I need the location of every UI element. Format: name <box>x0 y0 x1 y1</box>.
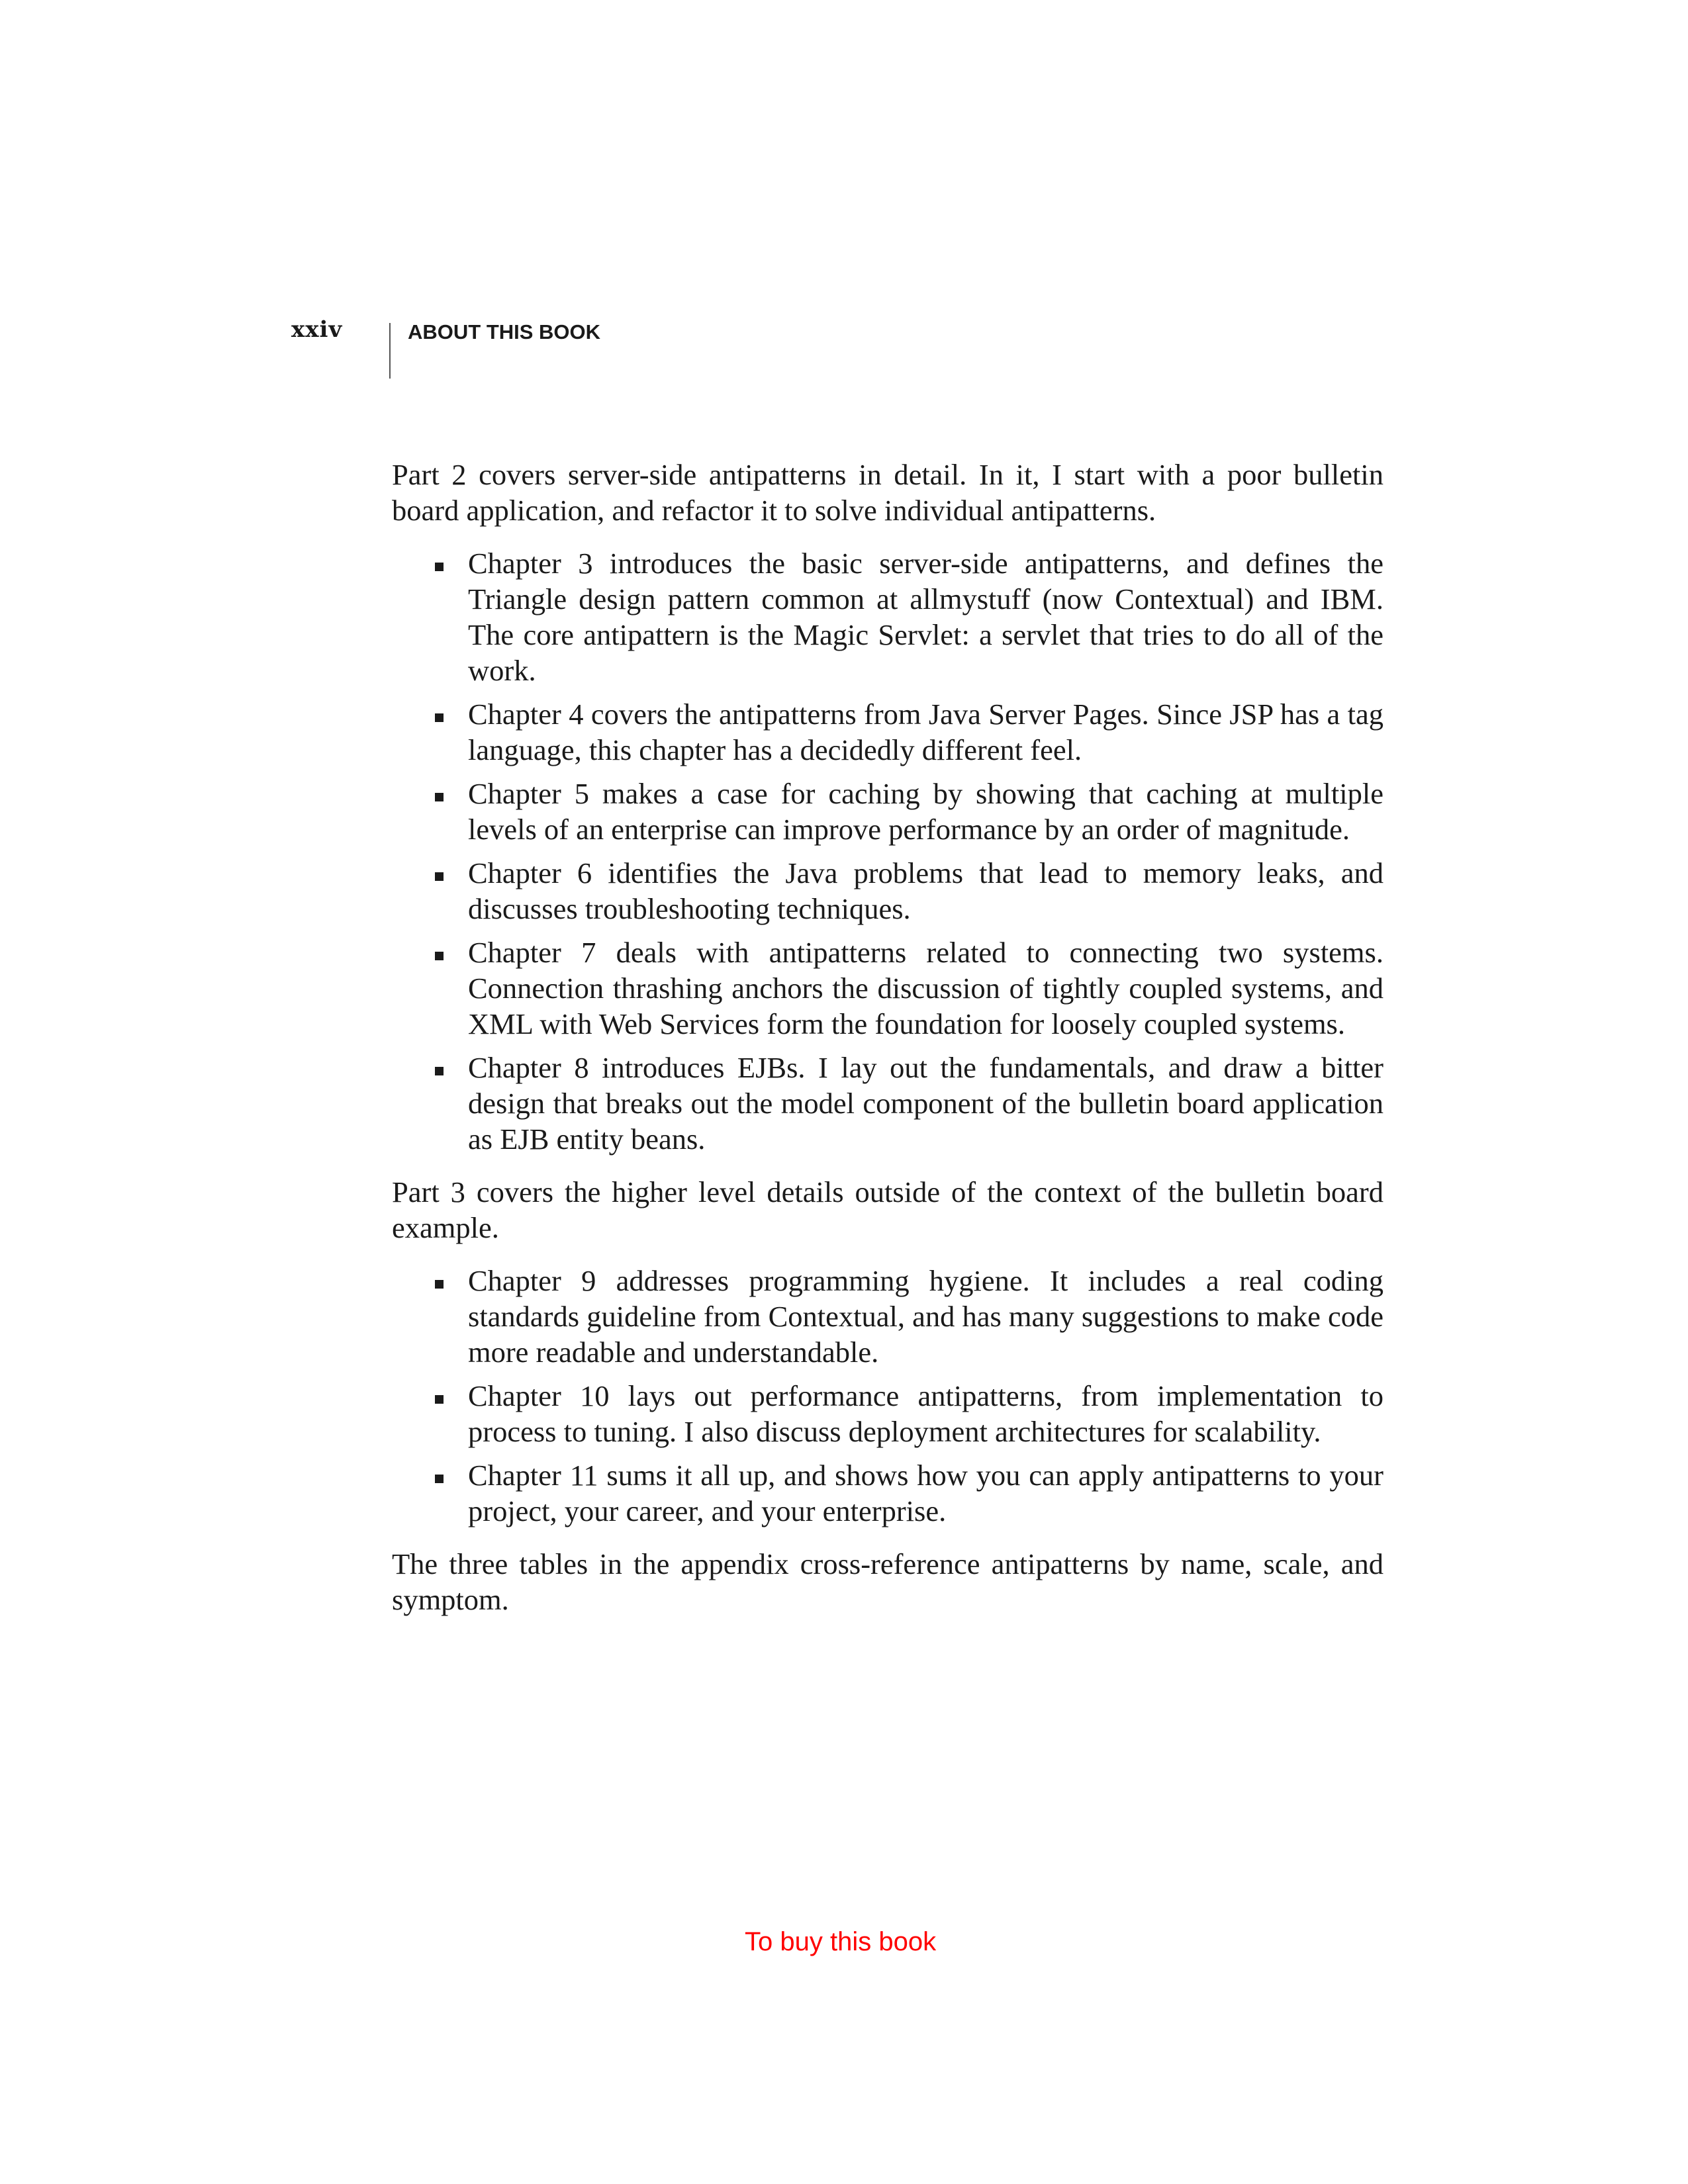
list-item <box>392 1263 1383 1370</box>
square-bullet-icon <box>435 713 444 722</box>
page-body <box>392 457 1383 1617</box>
list-item-text: Chapter 11 sums it all up, and shows how you can apply antipatterns to your project, your career, and your enterprise. <box>468 1459 1383 1527</box>
list-item-text: Chapter 9 addresses programming hygiene. It includes a real coding standards guideline from Contextual, and has many suggestions to make code more readable and understandable. <box>468 1264 1383 1369</box>
list-item-text: Chapter 8 introduces EJBs. I lay out the fundamentals, and draw a bitter design that breaks out the model component of the bulletin board application as EJB entity beans. <box>468 1051 1383 1156</box>
list-item <box>392 1378 1383 1449</box>
square-bullet-icon <box>435 952 444 960</box>
buy-book-link[interactable]: To buy this book <box>745 1927 937 1956</box>
part-3-chapter-list <box>392 1263 1383 1529</box>
square-bullet-icon <box>435 1395 444 1404</box>
list-item <box>392 545 1383 688</box>
square-bullet-icon <box>435 1067 444 1075</box>
part-2-chapter-list <box>392 545 1383 1157</box>
page-number: xxiv <box>291 316 343 343</box>
square-bullet-icon <box>435 563 444 571</box>
square-bullet-icon <box>435 872 444 881</box>
header-divider <box>389 323 391 379</box>
part-3-intro: Part 3 covers the higher level details outside of the context of the bulletin board example. <box>392 1175 1383 1244</box>
list-item-text: Chapter 4 covers the antipatterns from Java Server Pages. Since JSP has a tag language, this chapter has a decidedly different feel. <box>468 698 1383 766</box>
square-bullet-icon <box>435 1475 444 1483</box>
list-item-text: Chapter 3 introduces the basic server-side antipatterns, and defines the Triangle design pattern common at allmystuff (now Contextual) and IBM. The core antipattern is the Magic Servlet: a servlet that tries to do all of the work. <box>468 547 1383 687</box>
square-bullet-icon <box>435 1280 444 1289</box>
list-item-text: Chapter 10 lays out performance antipatterns, from implementation to process to tuning. I also discuss deployment architectures for scalability. <box>468 1379 1383 1448</box>
part-2-intro: Part 2 covers server-side antipatterns in detail. In it, I start with a poor bulletin board application, and refactor it to solve individual antipatterns. <box>392 458 1383 527</box>
running-head: ABOUT THIS BOOK <box>408 320 601 343</box>
list-item <box>392 855 1383 927</box>
list-item <box>392 934 1383 1042</box>
square-bullet-icon <box>435 793 444 801</box>
list-item <box>392 1457 1383 1529</box>
list-item <box>392 1050 1383 1157</box>
list-item-text: Chapter 5 makes a case for caching by showing that caching at multiple levels of an enterprise can improve performance by an order of magnitude. <box>468 777 1383 846</box>
list-item-text: Chapter 6 identifies the Java problems that lead to memory leaks, and discusses troubleshooting techniques. <box>468 856 1383 925</box>
list-item-text: Chapter 7 deals with antipatterns related to connecting two systems. Connection thrashing anchors the discussion of tightly coupled systems, and XML with Web Services form the foundation for loosely coupled systems. <box>468 936 1383 1040</box>
closing-paragraph: The three tables in the appendix cross-reference antipatterns by name, scale, and symptom. <box>392 1547 1383 1616</box>
list-item <box>392 776 1383 847</box>
list-item <box>392 696 1383 768</box>
